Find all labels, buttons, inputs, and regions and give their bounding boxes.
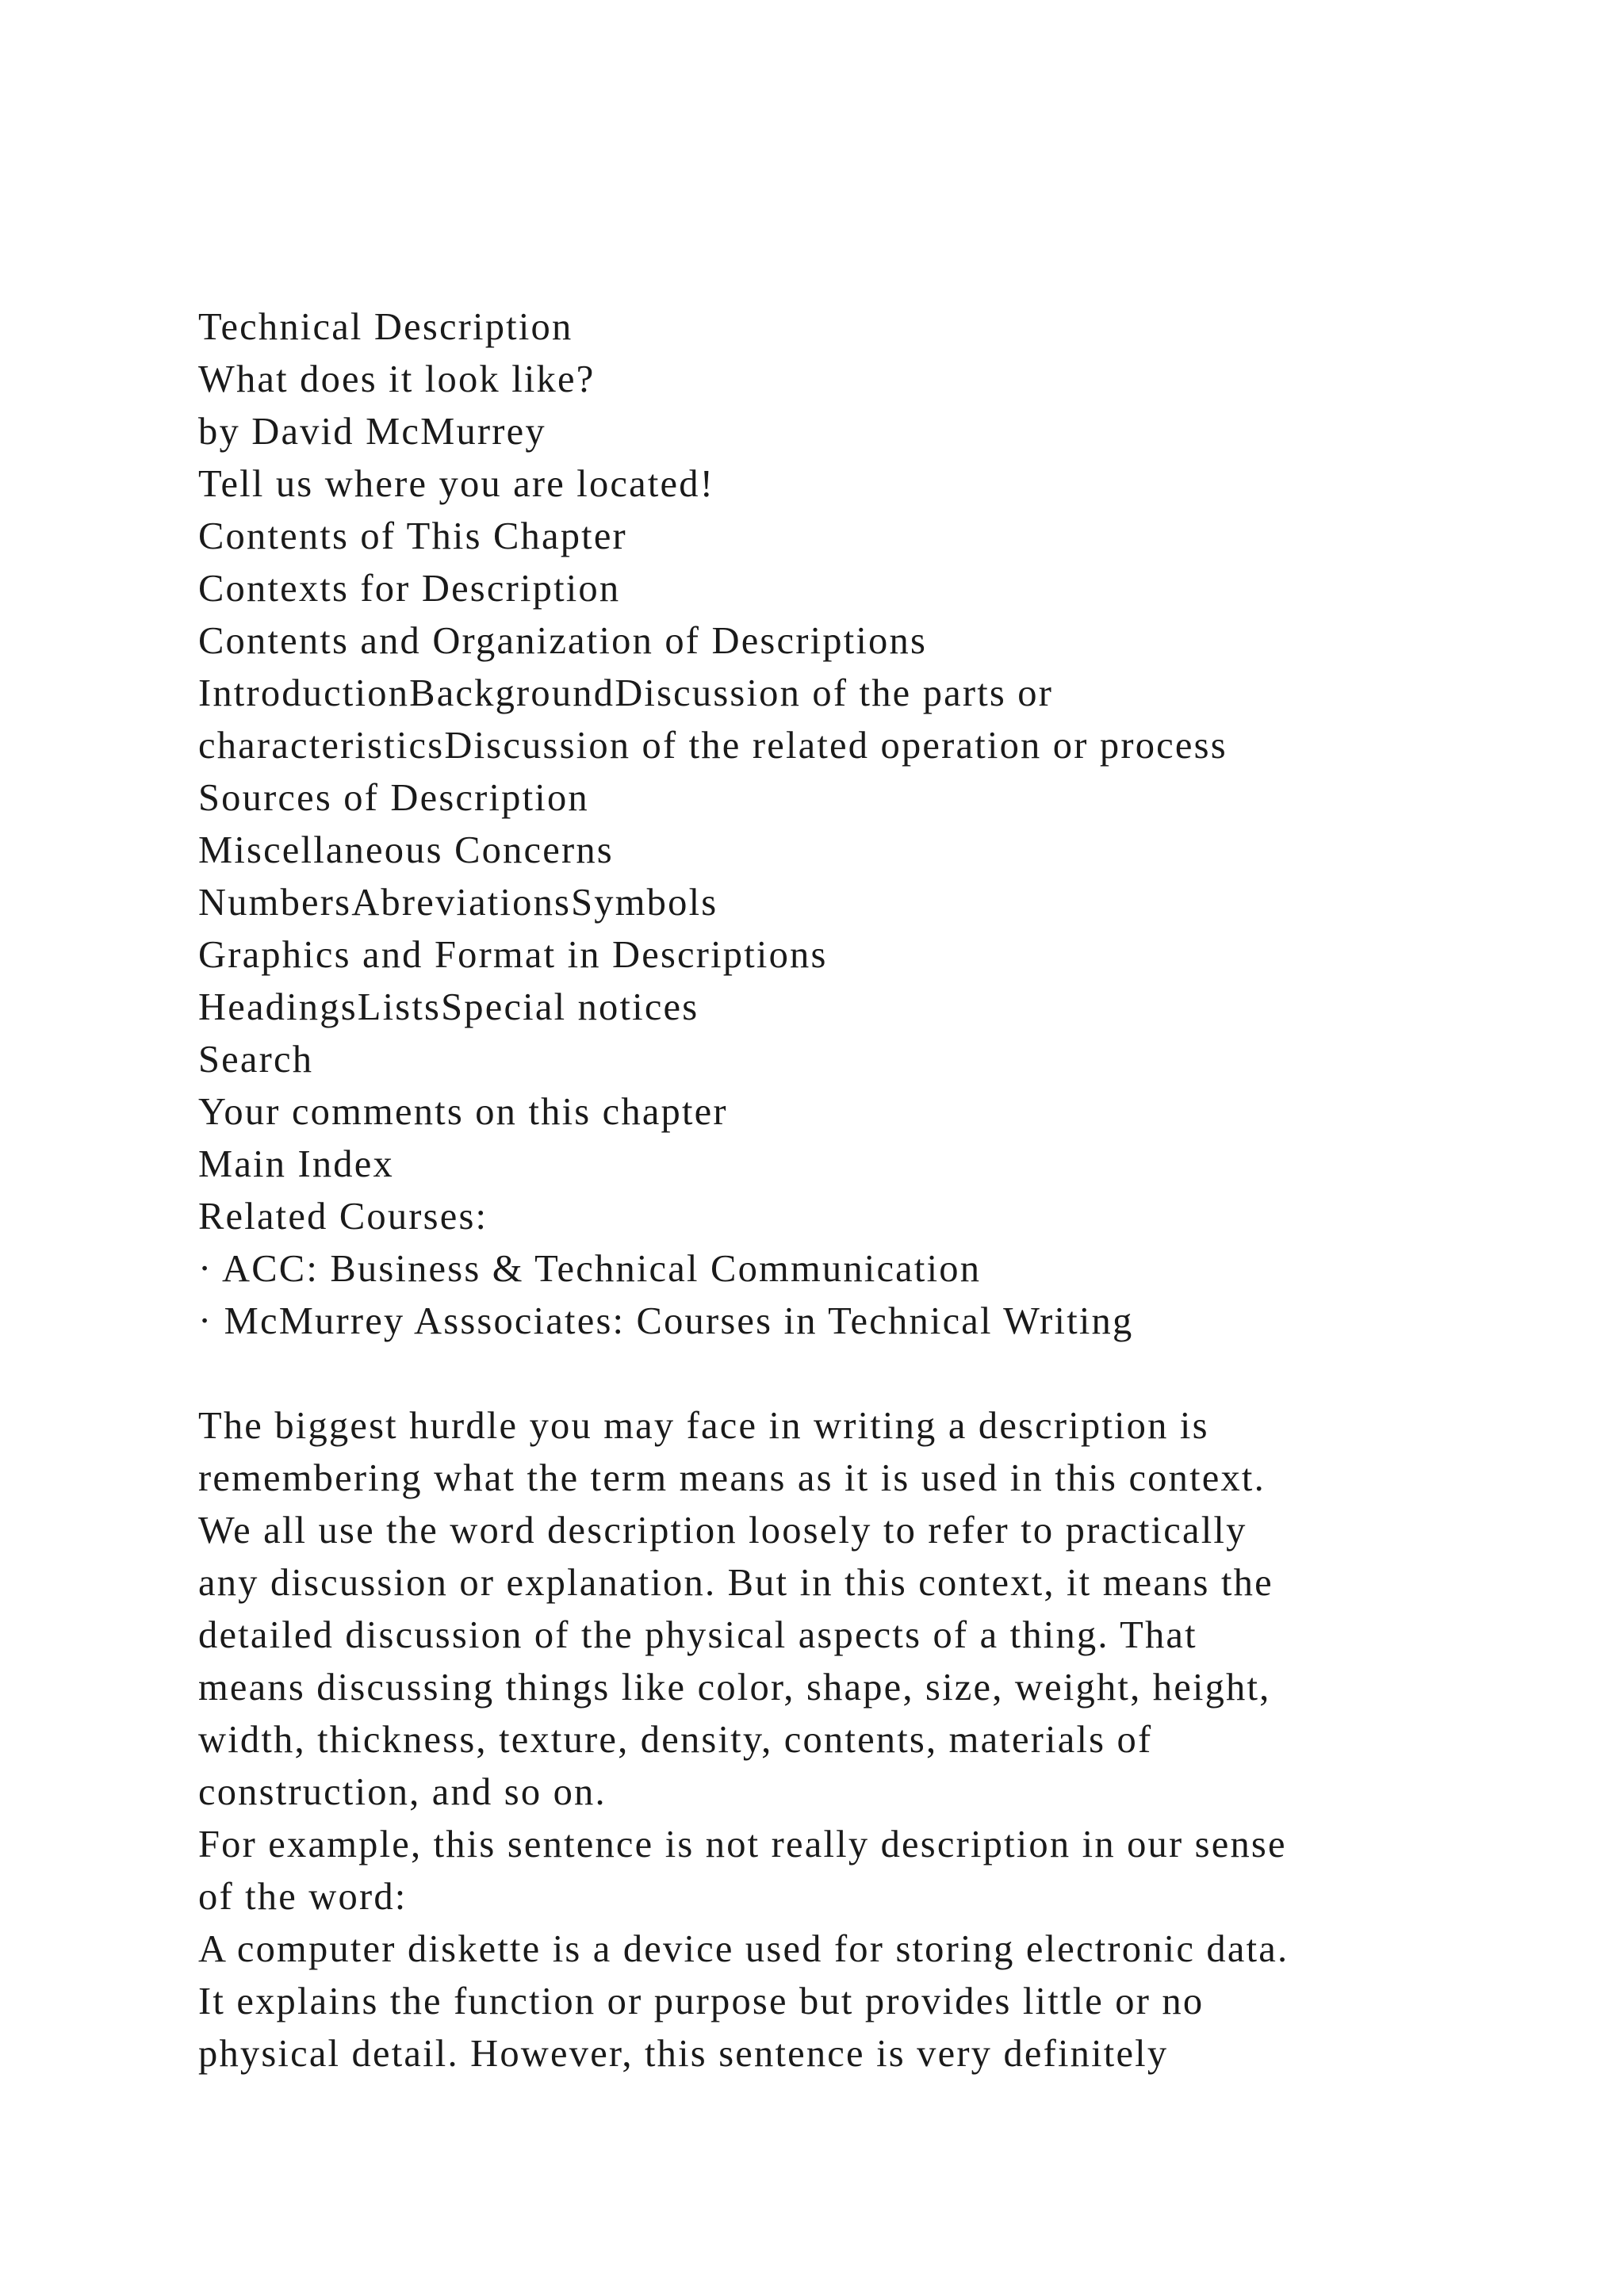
document-title: Technical Description bbox=[198, 306, 573, 348]
body-line: any discussion or explanation. But in this context, it means the bbox=[198, 1562, 1274, 1604]
toc-item-sources[interactable]: Sources of Description bbox=[198, 777, 589, 819]
toc-item-graphics-format[interactable]: Graphics and Format in Descriptions bbox=[198, 934, 828, 976]
body-line: We all use the word description loosely to refer to practically bbox=[198, 1510, 1247, 1552]
toc-item-contents-organization[interactable]: Contents and Organization of Descriptions bbox=[198, 620, 928, 662]
body-line: means discussing things like color, shape, size, weight, height, bbox=[198, 1667, 1271, 1709]
body-line: The biggest hurdle you may face in writing a description is bbox=[198, 1405, 1209, 1447]
body-line: physical detail. However, this sentence is very definitely bbox=[198, 2033, 1169, 2075]
toc-item-headings-lists-notices[interactable]: HeadingsListsSpecial notices bbox=[198, 986, 699, 1028]
body-line: construction, and so on. bbox=[198, 1771, 607, 1813]
related-courses-label: Related Courses: bbox=[198, 1196, 488, 1238]
body-line: width, thickness, texture, density, contents, materials of bbox=[198, 1719, 1153, 1761]
toc-item-subsections[interactable]: IntroductionBackgroundDiscussion of the parts or bbox=[198, 672, 1054, 714]
document-text bbox=[198, 301, 1546, 2080]
toc-heading: Contents of This Chapter bbox=[198, 515, 627, 557]
toc-item-contexts[interactable]: Contexts for Description bbox=[198, 568, 621, 610]
body-line: For example, this sentence is not really description in our sense bbox=[198, 1823, 1287, 1866]
main-index-link[interactable]: Main Index bbox=[198, 1143, 394, 1185]
related-course-mcmurrey-link[interactable]: · McMurrey Asssociates: Courses in Technical Writing bbox=[198, 1300, 1134, 1342]
toc-item-subsections-continued[interactable]: characteristicsDiscussion of the related operation or process bbox=[198, 725, 1228, 767]
toc-item-numbers-abbreviations-symbols[interactable]: NumbersAbreviationsSymbols bbox=[198, 882, 718, 924]
body-line: detailed discussion of the physical aspects of a thing. That bbox=[198, 1614, 1197, 1656]
example-sentence: A computer diskette is a device used for storing electronic data. bbox=[198, 1928, 1289, 1970]
document-subtitle: What does it look like? bbox=[198, 358, 596, 400]
paragraph-spacer bbox=[198, 1348, 1546, 1400]
body-line: It explains the function or purpose but provides little or no bbox=[198, 1980, 1205, 2022]
body-line: of the word: bbox=[198, 1876, 408, 1918]
body-line: remembering what the term means as it is used in this context. bbox=[198, 1457, 1266, 1499]
author-byline: by David McMurrey bbox=[198, 411, 546, 453]
location-prompt-link[interactable]: Tell us where you are located! bbox=[198, 463, 715, 505]
related-course-acc-link[interactable]: · ACC: Business & Technical Communication bbox=[198, 1248, 982, 1290]
toc-item-miscellaneous[interactable]: Miscellaneous Concerns bbox=[198, 829, 614, 871]
comments-link[interactable]: Your comments on this chapter bbox=[198, 1091, 728, 1133]
search-link[interactable]: Search bbox=[198, 1039, 314, 1081]
